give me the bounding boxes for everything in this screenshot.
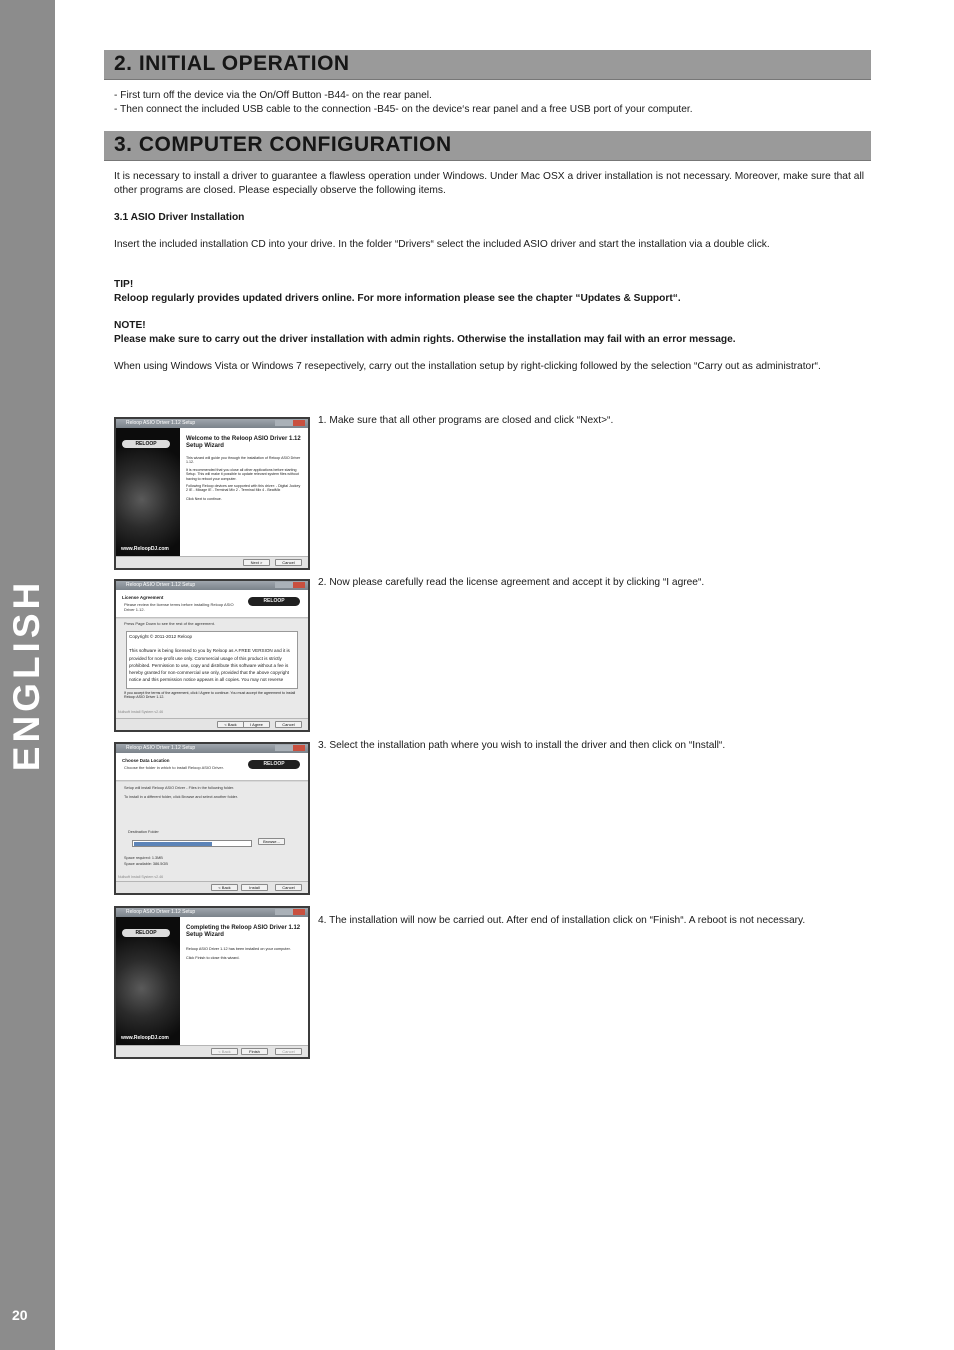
window-title: Reloop ASIO Driver 1.12 Setup [126,745,196,751]
intro-paragraph: It is necessary to install a driver to guarantee a flawless operation under Windows. Under Mac OSX a driver installation is not necessary. Moreover, make sure that all other programs are closed. Please especially observe the following items. [114,171,864,196]
header-title: Choose Data Location [122,758,170,763]
destination-label: Destination Folder [128,830,159,834]
wizard-body [116,619,308,720]
wizard-title: Welcome to the Reloop ASIO Driver 1.12 Setup Wizard [186,436,301,449]
page-number: 20 [12,1307,28,1323]
step-2-text: 2. Now please carefully read the license agreement and accept it by clicking “I agree“. [318,577,705,588]
section-title: 3. COMPUTER CONFIGURATION [114,133,452,156]
paragraph-vista: When using Windows Vista or Windows 7 resepectively, carry out the installation setup by right-clicking followed by the selection “Carry out as administrator“. [114,361,821,372]
step-1-text: 1. Make sure that all other programs are closed and click “Next>“. [318,415,614,426]
wizard-body-2: It is recommended that you close all other applications before starting Setup. This will make it possible to update relevant system files without having to reboot your computer. [186,467,299,481]
wizard-body [186,947,298,960]
reloop-url: www.ReloopDJ.com [121,546,169,552]
choose-body-2: To install in a different folder, click Browse and select another folder. [124,795,238,799]
screenshot-choose-location [114,742,310,895]
reloop-logo: RELOOP [248,597,300,606]
reloop-logo: RELOOP [248,760,300,769]
wizard-button-bar [116,556,308,568]
screenshot-welcome-wizard [114,417,310,570]
window-titlebar [116,581,308,590]
screenshot-completing-wizard [114,906,310,1059]
wizard-title: Completing the Reloop ASIO Driver 1.12 Setup Wizard [186,925,301,938]
finish-button: Finish [241,1048,268,1055]
header-subtitle: Please review the license terms before installing Reloop ASIO Driver 1.12. [124,602,234,612]
paragraph: - Then connect the included USB cable to the connection -B45- on the device‘s rear panel and a free USB port of your computer. [114,104,693,115]
license-hint: Press Page Down to see the rest of the agreement. [124,621,215,626]
license-accept-note: If you accept the terms of the agreement, click I Agree to continue. You must accept the agreement to install Reloop ASIO Driver 1.12. [124,691,296,700]
window-titlebar [116,419,308,428]
step-3-text: 3. Select the installation path where you wish to install the driver and then click on “Install“. [318,740,726,751]
destination-path-field [132,840,252,847]
paragraph-insert-cd: Insert the included installation CD into your drive. In the folder “Drivers“ select the included ASIO driver and start the installation via a double click. [114,239,770,250]
space-available: Space available: 386.5GB [124,862,168,866]
window-titlebar [116,744,308,753]
next-button: Next > [243,559,270,566]
finish-body: Reloop ASIO Driver 1.12 has been installed on your computer. [186,947,291,951]
reloop-url: www.ReloopDJ.com [121,1035,169,1041]
note-label: NOTE! [114,320,146,331]
step-4-text: 4. The installation will now be carried out. After end of installation click on “Finish“. A reboot is not necessary. [318,915,806,926]
tip-text: Reloop regularly provides updated drivers online. For more information please see the chapter “Updates & Support“. [114,293,681,304]
wizard-header [116,590,308,618]
cancel-button: Cancel [275,559,302,566]
turntable-image [116,917,180,1047]
wizard-header [116,753,308,781]
window-controls-icon [275,582,305,588]
window-title: Reloop ASIO Driver 1.12 Setup [126,420,196,426]
header-subtitle: Choose the folder in which to install Reloop ASIO Driver. [124,765,224,770]
window-controls-icon [275,420,305,426]
nsis-label: Nullsoft Install System v2.46 [118,875,164,879]
install-button: Install [241,884,268,891]
back-button: < Back [217,721,244,728]
language-sidebar [0,0,55,1350]
language-label: ENGLISH [6,578,47,772]
window-controls-icon [275,745,305,751]
wizard-button-bar [116,718,308,730]
window-title: Reloop ASIO Driver 1.12 Setup [126,909,196,915]
window-titlebar [116,908,308,917]
wizard-body [116,782,308,883]
space-required: Space required: 1.3MB [124,856,163,860]
subheading-asio: 3.1 ASIO Driver Installation [114,212,245,223]
wizard-content [180,917,308,1047]
wizard-content [180,428,308,558]
wizard-device-list: Following Reloop devices are supported with this driver: - Digital Jockey 2 IE - Mixage IE - Terminal Mix 2 - Terminal Mix 4 - BeatMix [186,484,301,493]
cancel-button: Cancel [275,721,302,728]
browse-button: Browse... [258,838,285,845]
choose-body: Setup will install Reloop ASIO Driver - Files in the following folder. [124,786,235,790]
header-title: License Agreement [122,595,164,600]
section-heading-computer-configuration [104,131,871,161]
cancel-button: Cancel [275,1048,302,1055]
license-textbox: Copyright © 2011-2012 Reloop This software is being licensed to you by Reloop as A FREE VERSION and it is provided for non-profit use only. Commercial usage of this product is strictly prohibited. Permission to use, copy and distribute this software without a fee is hereby granted for non-commercial use only, provided that the above copyright notice and this permission notice appears in all copies. You may not reverse [126,631,298,689]
wizard-body-1: This wizard will guide you through the installation of Reloop ASIO Driver 1.12. [186,456,301,465]
paragraph: - First turn off the device via the On/Off Button -B44- on the rear panel. [114,90,432,101]
screenshot-license-agreement [114,579,310,732]
tip-label: TIP! [114,279,134,290]
wizard-click-note: Click Next to continue. [186,496,222,501]
reloop-logo: RELOOP [122,929,170,937]
back-button: < Back [211,1048,238,1055]
turntable-image [116,428,180,558]
nsis-label: Nullsoft Install System v2.46 [118,710,164,714]
back-button: < Back [211,884,238,891]
section-heading-initial-operation [104,50,871,80]
wizard-button-bar [116,881,308,893]
reloop-logo: RELOOP [122,440,170,448]
cancel-button: Cancel [275,884,302,891]
note-text: Please make sure to carry out the driver installation with admin rights. Otherwise the installation may fail with an error message. [114,334,736,345]
window-controls-icon [275,909,305,915]
section-title: 2. INITIAL OPERATION [114,52,350,75]
wizard-body [186,456,302,501]
wizard-button-bar [116,1045,308,1057]
finish-click-note: Click Finish to close this wizard. [186,955,240,960]
agree-button: I Agree [243,721,270,728]
window-title: Reloop ASIO Driver 1.12 Setup [126,582,196,588]
